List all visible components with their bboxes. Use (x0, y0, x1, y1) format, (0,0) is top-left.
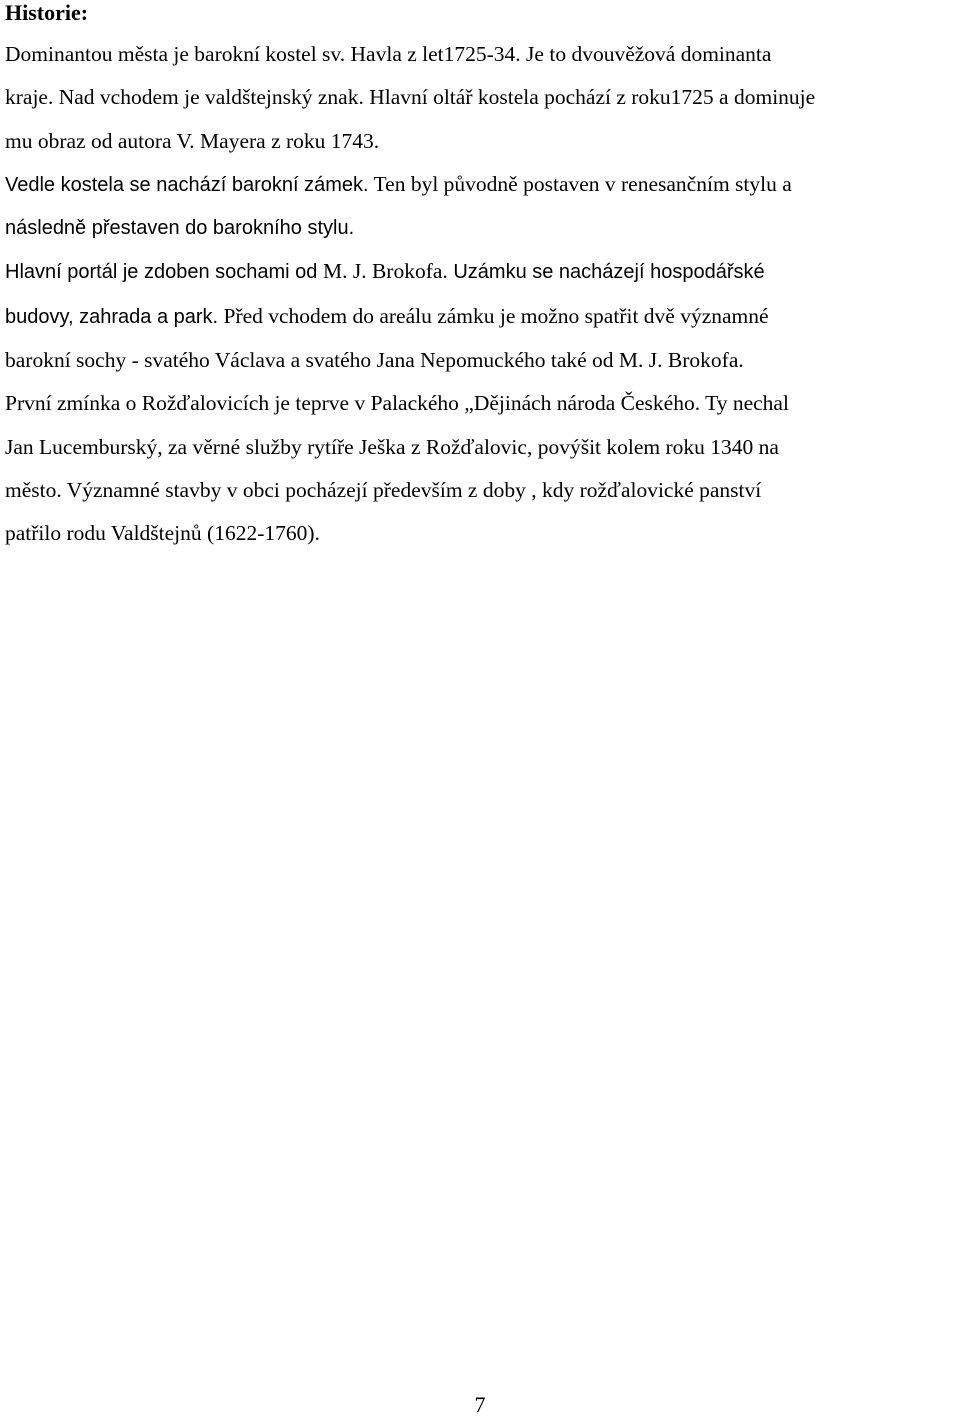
text-line: barokní sochy - svatého Václava a svatého Jana Nepomuckého také od M. J. Brokofa. (5, 348, 744, 373)
section-heading: Historie: (5, 0, 89, 25)
text-line: mu obraz od autora V. Mayera z roku 1743. (5, 128, 380, 153)
text-line: Jan Lucemburský, za věrné služby rytíře Ješka z Rožďalovic, povýšit kolem roku 1340 na (5, 434, 779, 459)
text-line (5, 295, 960, 339)
text-line: město. Významné stavby v obci pocházejí především z doby , kdy rožďalovické panství (5, 477, 762, 502)
text-run: Uzámku se nacházejí hospodářské (447, 261, 765, 284)
text-line: Dominantou města je barokní kostel sv. Havla z let1725-34. Je to dvouvěžová dominanta (5, 42, 772, 66)
text-line (5, 250, 960, 294)
text-line: První zmínka o Rožďalovicích je teprve v Palackého „Dějinách národa Českého. Ty nechal (5, 391, 789, 416)
history-text-block (5, 33, 960, 556)
text-run: Ten byl původně postaven v renesančním stylu a (368, 171, 792, 196)
text-line: kraje. Nad vchodem je valdštejnský znak. Hlavní oltář kostela pochází z roku1725 a dominuje (5, 85, 816, 110)
text-run: Před vchodem do areálu zámku je možno spatřit dvě významné (218, 303, 769, 328)
text-line: následně přestaven do barokního stylu. (5, 217, 355, 240)
text-line (5, 163, 960, 207)
text-run: Hlavní portál je zdoben sochami od (5, 261, 323, 284)
page-number: 7 (474, 1392, 486, 1417)
text-run: budovy, zahrada a park. (5, 305, 219, 328)
text-run: M. J. Brokofa. (322, 259, 448, 284)
text-line: patřilo rodu Valdštejnů (1622-1760). (5, 521, 320, 546)
text-run: Vedle kostela se nachází barokní zámek. (5, 173, 369, 196)
